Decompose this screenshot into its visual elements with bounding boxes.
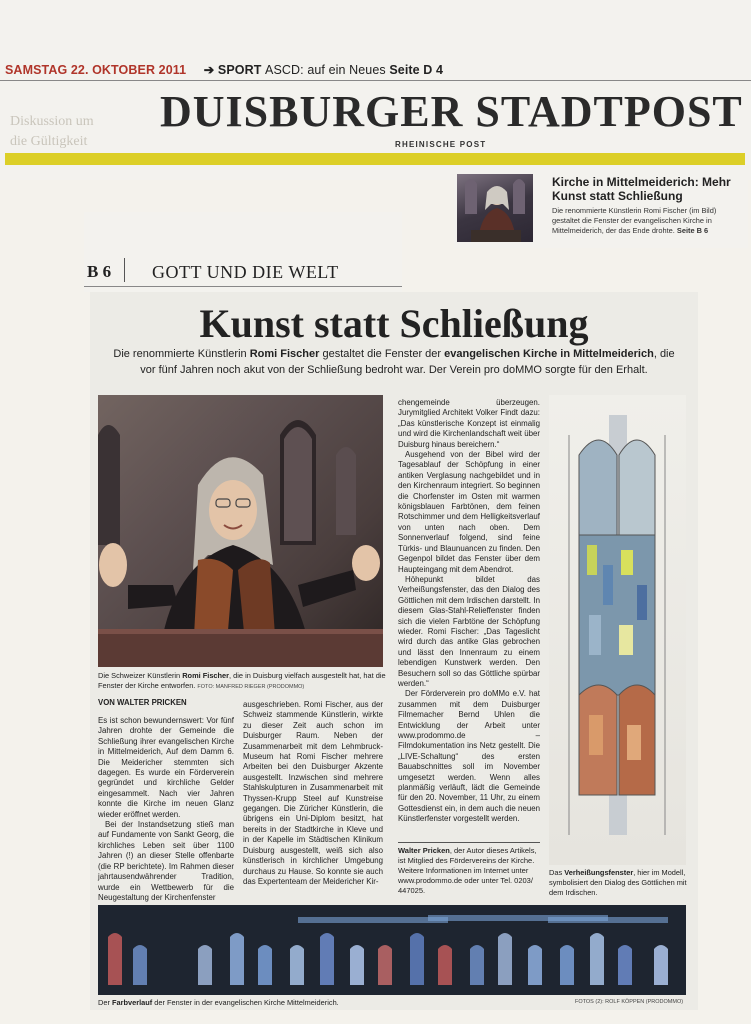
paragraph: Der Förderverein pro doMMo e.V. hat zusammen mit dem Duisburger Filmemacher Bernd Uhlen die Entwicklung der Arbeit unter www.prodommo.de – Filmdokumentation ins Netz gestellt. Die „LIVE-Schaltung“ des ersten Bauabschnittes soll im November umgesetzt werden. Wenn alles planmäßig verläuft, lädt die Gemeinde für den 20. November, 11 Uhr, zu einem Gottesdienst ein, in dem auch die neuen Künstlerfenster vorgestellt werden.	[398, 689, 540, 824]
article-column-3	[398, 398, 540, 825]
page-number: B 6	[87, 262, 112, 281]
masthead-rule	[0, 80, 751, 81]
artist-photo	[98, 395, 383, 667]
teaser-box-page-ref: Seite B 6	[676, 226, 709, 235]
masthead-color-bar	[5, 153, 745, 165]
teaser-headline: ASCD: auf ein Neues	[265, 63, 386, 77]
dateline	[5, 62, 443, 77]
paragraph: ausgeschrieben. Romi Fischer, aus der Schweiz stammende Künstlerin, wirkte zu dieser Zeit auch schon im Duisburger Raum. Neben der Zusammenarbeit mit dem Lehmbruck-Museum hat Romi Fischer mehrere Arbeiten bei den Duisburger Akzente ausgestellt. Inzwischen sind mehrere Stahlskulpturen in Zusammenarbeit mit Thyssen-Krupp Steel auf Kunstreise gegangen. Die Züricher Künstlerin, die übrigens ein Uni-Diplom besitzt, hat bereits in der Stadtkirche in Kleve und in der Kapelle im Städtischen Klinikum Duisburg ausgestellt, weiß sich also künstlerisch in kirchlicher Umgebung durchaus zu Hause. So konnte sie auch das Expertenteam der Meidericher Kir-	[243, 700, 383, 886]
paragraph: Ausgehend von der Bibel wird der Tagesablauf der Schöpfung in einer antiken Verglasung nachgebildet und in den Kirchenraum integriert. So beginnen die Chorfenster im Osten mit warmen königsblauen Farbtönen, dem feinen Rotschimmer und dem Helligkeitsverlauf von unten nach oben. Dem Sonnenverlauf folgend, sind feine Türkis- und Blaunuancen zu finden. Den Gegenpol bildet das Fenster über dem Haupteingang mit dem Abendrot.	[398, 450, 540, 574]
article-deck	[106, 346, 682, 378]
caption-text: , hier im Modell, symbolisiert den Dialog des Göttlichen mit dem Irdischen.	[549, 868, 687, 897]
info-rule	[398, 842, 540, 843]
teaser-section: SPORT	[217, 63, 262, 77]
teaser-photo	[457, 174, 533, 242]
photo-credit: FOTO: MANFRED RIEGER (PRODOMMO)	[197, 684, 305, 690]
caption-bold: Farbverlauf	[111, 998, 153, 1007]
section-title: GOTT UND DIE WELT	[152, 262, 339, 282]
strip-caption	[98, 998, 339, 1007]
caption-text: der Fenster in der evangelischen Kirche Mittelmeiderich.	[152, 998, 339, 1007]
article-column-2	[243, 700, 383, 887]
caption-bold: Verheißungsfenster	[564, 868, 634, 877]
window-caption	[549, 868, 689, 898]
strip-photo-credit: FOTOS (2): ROLF KÖPPEN (PRODOMMO)	[575, 999, 684, 1005]
photo-caption	[98, 671, 388, 692]
issue-date: SAMSTAG 22. OKTOBER 2011	[5, 63, 187, 77]
byline: VON WALTER PRICKEN	[98, 698, 187, 707]
caption-text: Die Schweizer Künstlerin	[98, 671, 183, 680]
teaser-box-text	[552, 206, 744, 236]
arrow-right-icon: ➔	[203, 63, 215, 77]
newspaper-subtitle: RHEINISCHE POST	[395, 140, 487, 149]
newspaper-title: DUISBURGER STADTPOST	[160, 87, 743, 136]
paragraph: chengemeinde überzeugen. Jurymitglied Architekt Volker Findt dazu: „Das künstlerische Konzept ist einmalig und wird die Kirchenlandschaft weit über Duisburg hinaus bereichern.“	[398, 398, 540, 449]
article-headline: Kunst statt Schließung	[199, 301, 589, 346]
page-header-divider	[124, 258, 125, 282]
paragraph: Höhepunkt bildet das Verheißungsfenster, das den Dialog des Göttlichen mit dem Irdischen darstellt. In diesem Glas-Stahl-Relieffenster finden sich die vielen Farbtöne der Schöpfung wieder. Romi Fischer: „Das Tageslicht wird durch das antike Glas gebrochen und lässt den Innenraum zu einem lebendigen Kunstwerk werden. Den Besuchern soll so das Göttliche spürbar werden.“	[398, 574, 540, 688]
teaser-box-body: Die renommierte Künstlerin Romi Fischer (im Bild) gestaltet die Fenster der evangelischen Kirche in Mittelmeiderich, der das Ende drohte.	[552, 206, 717, 235]
deck-bold: evangelischen Kirche in Mittelmeiderich	[444, 348, 654, 360]
deck-text: , die vor fünf Jahren noch akut von der Schließung bedroht war. Der Verein pro doMMO sorgte für den Erhalt.	[140, 348, 675, 376]
window-model-photo	[549, 395, 686, 865]
author-info-text: , der Autor dieses Artikels, ist Mitglied des Fördervereins der Kirche. Weitere Informationen im Internet unter www.prodommo.de oder unter Tel. 0203/ 447025.	[398, 846, 537, 895]
deck-bold: Romi Fischer	[249, 348, 320, 360]
caption-bold: Romi Fischer	[182, 671, 230, 680]
caption-text: Das	[549, 868, 565, 877]
caption-text: , die in Duisburg vielfach ausgestellt hat, hat die Fenster der Kirche entworfen.	[98, 671, 386, 690]
window-gradient-photo	[98, 905, 686, 995]
paragraph: Es ist schon bewundernswert: Vor fünf Jahren drohte der Gemeinde die Schließung ihrer evangelischen Kirche in Mittelmeiderich, Auf dem Damm 6. Die Meidericher stemmten sich dagegen. Es wurde ein Förderverein gegründet und kirchliche Gelder eingesammelt. Nach vier Jahren konnte die Kirche im neuen Glanz wieder eröffnet werden.	[98, 716, 234, 819]
paragraph: Bei der Instandsetzung stieß man auf Fundamente von Sankt Georg, die kirchliches Leben seit über 1100 Jahren (!) an dieser Stelle offenbarte (die RP berichtete). Im Rahmen dieser jahrtausendwährender Tradition, wurde ein Wettbewerb für die Neugestaltung der Kirchenfenster	[98, 820, 234, 902]
article-column-1	[98, 716, 234, 903]
teaser-page: Seite D 4	[389, 63, 444, 77]
teaser-box-title: Kirche in Mittelmeiderich: Mehr Kunst statt Schließung	[552, 175, 731, 203]
bleed-through-text: Diskussion um die Gültigkeit	[10, 114, 94, 149]
author-info	[398, 846, 540, 896]
caption-text: Der	[98, 998, 112, 1007]
deck-text: gestaltet die Fenster der	[319, 348, 445, 360]
author-name: Walter Pricken	[398, 846, 450, 855]
deck-text: Die renommierte Künstlerin	[113, 348, 250, 360]
page-header-rule	[84, 286, 402, 287]
